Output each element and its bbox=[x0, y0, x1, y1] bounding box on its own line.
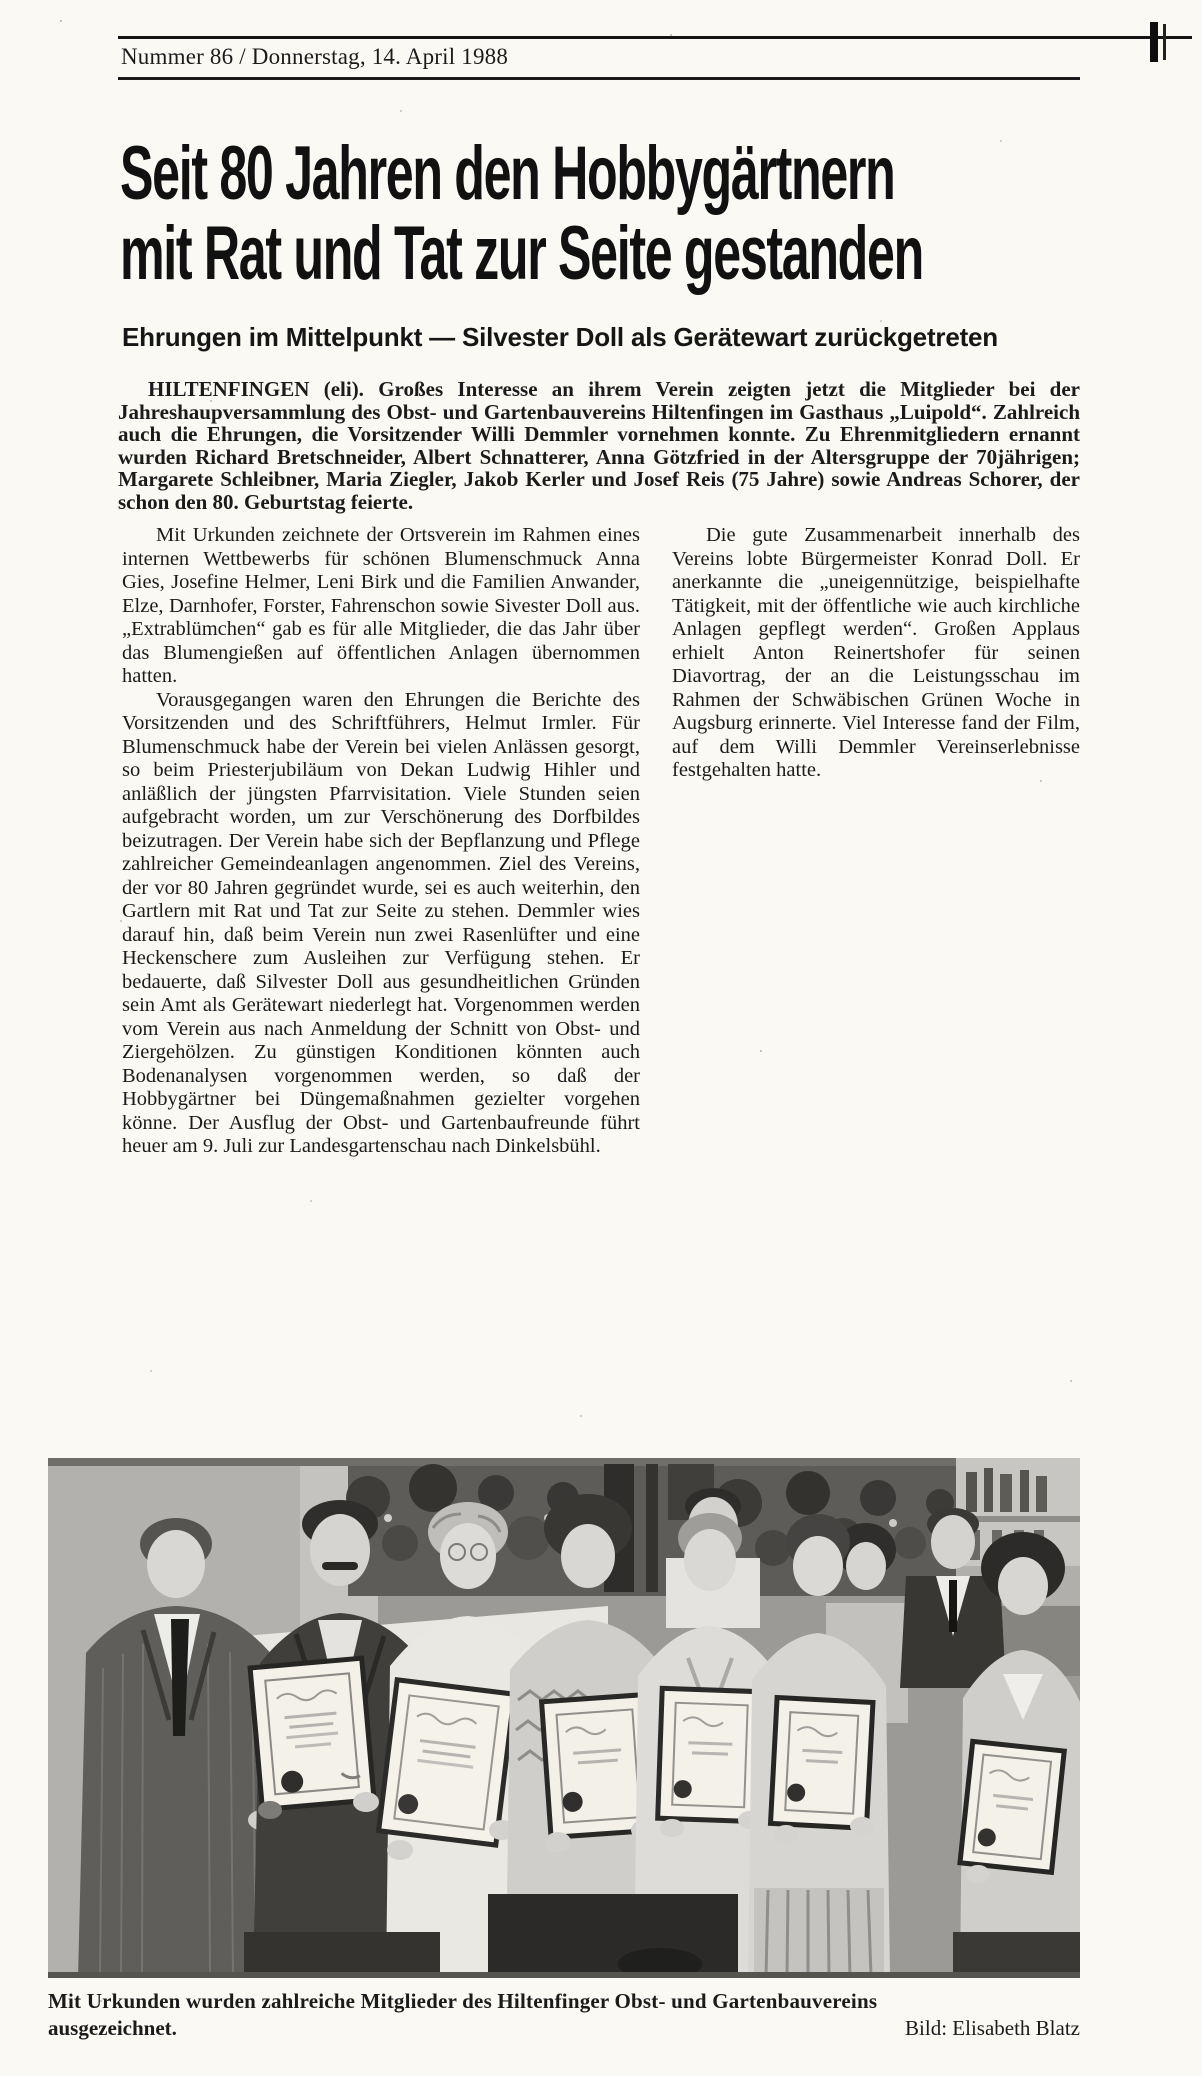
photo-credit: Bild: Elisabeth Blatz bbox=[905, 2016, 1080, 2040]
article-photo bbox=[48, 1458, 1080, 1978]
headline-line-2: mit Rat und Tat zur Seite gestanden bbox=[120, 211, 923, 296]
photo-caption bbox=[48, 1988, 1080, 2042]
certificate bbox=[379, 1680, 515, 1845]
certificate bbox=[250, 1658, 374, 1809]
caption-line-2-row bbox=[48, 2015, 1080, 2042]
scan-corner-mark bbox=[1150, 22, 1158, 62]
body-column-right bbox=[672, 524, 1080, 783]
caption-line-1: Mit Urkunden wurden zahlreiche Mitglieder des Hiltenfinger Obst- und Gartenbauvereins bbox=[48, 1989, 878, 2013]
scan-corner-mark-thin bbox=[1163, 24, 1166, 60]
headline-line-1: Seit 80 Jahren den Hobbygärtnern bbox=[120, 131, 895, 216]
body-paragraph: Vorausgegangen waren den Ehrungen die Berichte des Vorsitzenden und des Schriftführers, Helmut Irmler. Für Blumenschmuck habe der Verein bei vielen Anlässen gesorgt, so beim Priesterjubiläum von Dekan Ludwig Hihler und anläßlich der jüngsten Pfarrvisitation. Viele Stunden seien aufgebracht worden, um zur Verschönerung des Dorfbildes beizutragen. Der Verein habe sich der Bepflanzung und Pflege zahlreicher Gemeindeanlagen angenommen. Ziel des Vereins, der vor 80 Jahren gegründet wurde, sei es auch weiterhin, den Gartlern mit Rat und Tat zur Seite zu stehen. Demmler wies darauf hin, daß beim Verein nun zwei Rasenlüfter und eine Heckenschere zum Ausleihen zur Verfügung stehen. Er bedauerte, daß Silvester Doll aus gesundheitlichen Gründen sein Amt als Gerätewart niederlegt hat. Vorgenommen werden vom Verein aus nach Anmeldung der Schnitt von Obst- und Ziergehölzen. Zu günstigen Konditionen könnten auch Bodenanalysen vorgenommen werden, so daß der Hobbygärtner bei Düngemaßnahmen gezielter vorgehen könne. Der Ausflug der Obst- und Gartenbaufreunde führt heuer am 9. Juli zur Landesgartenschau nach Dinkelsbühl. bbox=[122, 688, 640, 1157]
scan-speckles bbox=[60, 20, 62, 22]
certificate bbox=[771, 1698, 873, 1829]
body-paragraph: Mit Urkunden zeichnete der Ortsverein im Rahmen eines internen Wettbewerbs für schönen Blumenschmuck Anna Gies, Josefine Helmer, Leni Birk und die Familien Anwander, Elze, Darnhofer, Forster, Fahrenschon sowie Sivester Doll aus. „Extrablümchen“ gab es für alle Mitglieder, die das Jahr über das Blumengießen auf öffentlichen Anlagen übernommen hatten. bbox=[122, 524, 640, 687]
certificate bbox=[658, 1688, 762, 1821]
issue-line: Nummer 86 / Donnerstag, 14. April 1988 bbox=[121, 44, 509, 69]
masthead-rule-top bbox=[118, 36, 1192, 39]
body-column-left bbox=[122, 524, 640, 1159]
certificate bbox=[960, 1741, 1064, 1872]
article-headline bbox=[120, 131, 1202, 296]
masthead-rule-bottom bbox=[118, 77, 1080, 80]
lead-paragraph: HILTENFINGEN (eli). Großes Interesse an ihrem Verein zeigten jetzt die Mitglieder bei der Jahreshaupversammlung des Obst- und Gartenbauvereins Hiltenfingen im Gasthaus „Luipold“. Zahlreich auch die Ehrungen, die Vorsitzender Willi Demmler vornehmen konnte. Zu Ehrenmitgliedern ernannt wurden Richard Bretschneider, Albert Schnatterer, Anna Götzfried in der Altersgruppe der 70jährigen; Margarete Schleibner, Maria Ziegler, Jakob Kerler und Josef Reis (75 Jahre) sowie Andreas Schorer, der schon den 80. Geburtstag feierte. bbox=[118, 377, 1080, 514]
body-paragraph: Die gute Zusammenarbeit innerhalb des Vereins lobte Bürgermeister Konrad Doll. Er anerkannte die „uneigennützige, beispielhafte Tätigkeit, mit der öffentliche wie auch kirchliche Anlagen gepflegt werden“. Großen Applaus erhielt Anton Reinertshofer für seinen Diavortrag, der an die Leistungsschau im Rahmen der Schwäbischen Grünen Woche in Augsburg erinnerte. Viel Interesse fand der Film, auf dem Willi Demmler Vereinserlebnisse festgehalten hatte. bbox=[672, 524, 1080, 781]
article-subheadline: Ehrungen im Mittelpunkt — Silvester Doll als Gerätewart zurückgetreten bbox=[122, 322, 998, 352]
caption-line-2: ausgezeichnet. bbox=[48, 2016, 177, 2040]
group-photo-illustration bbox=[48, 1458, 1080, 1978]
